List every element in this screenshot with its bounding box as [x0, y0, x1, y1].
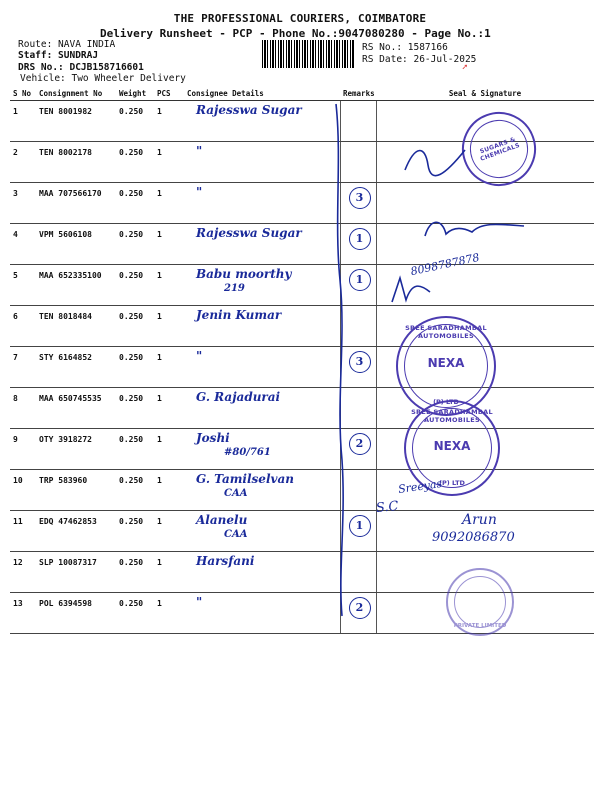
- consignee-handwriting: ": [196, 185, 203, 199]
- consignee-handwriting: ": [196, 349, 203, 363]
- consignee-handwriting-line2: CAA: [224, 488, 248, 499]
- sugars-stamp: SUGARS & CHEMICALS: [452, 102, 547, 197]
- row-weight: 0.250: [116, 347, 154, 388]
- consignee-handwriting: Rajesswa Sugar: [196, 226, 302, 240]
- row-consignment: STY 6164852: [36, 347, 116, 388]
- col-pcs: PCS: [154, 86, 184, 101]
- consignee-handwriting-line2: 219: [224, 283, 245, 294]
- nexa-stamp-2: SREE SARADHAMBAL AUTOMOBILES NEXA (P) LTD: [404, 400, 500, 496]
- remark-circle: 1: [349, 515, 371, 537]
- signature-scribble-3: [386, 272, 436, 308]
- row-consignment: VPM 5606108: [36, 224, 116, 265]
- consignee-handwriting: Jenin Kumar: [196, 308, 282, 322]
- row-pcs: 1: [154, 429, 184, 470]
- row-consignee: [184, 347, 340, 388]
- table-row: [10, 470, 594, 511]
- remark-circle: 1: [349, 228, 371, 250]
- row-weight: 0.250: [116, 142, 154, 183]
- row-weight: 0.250: [116, 101, 154, 142]
- remark-circle: 2: [349, 597, 371, 619]
- remark-circle: 1: [349, 269, 371, 291]
- row-sno: 6: [10, 306, 36, 347]
- remark-circle: 3: [349, 351, 371, 373]
- remarks-bracket-line: [330, 100, 354, 620]
- phone-annotation-1: 8098787878: [409, 250, 481, 279]
- row-sno: 1: [10, 101, 36, 142]
- row-consignee: [184, 388, 340, 429]
- row-consignment: OTY 3918272: [36, 429, 116, 470]
- row-consignee: [184, 306, 340, 347]
- row-consignment: POL 6394598: [36, 593, 116, 634]
- row-weight: 0.250: [116, 306, 154, 347]
- row-consignment: TEN 8018484: [36, 306, 116, 347]
- row-consignment: MAA 707566170: [36, 183, 116, 224]
- row-sno: 10: [10, 470, 36, 511]
- rs-number: RS No.: 1587166: [362, 42, 448, 53]
- consignee-handwriting: G. Rajadurai: [196, 390, 281, 404]
- row-consignee: [184, 142, 340, 183]
- row-pcs: 1: [154, 306, 184, 347]
- consignee-handwriting: Harsfani: [196, 554, 255, 568]
- row-consignee: [184, 470, 340, 511]
- consignee-handwriting: Rajesswa Sugar: [196, 103, 302, 117]
- consignee-handwriting-line2: CAA: [224, 529, 248, 540]
- staff-label: Staff: SUNDRAJ: [18, 50, 99, 61]
- row-pcs: 1: [154, 388, 184, 429]
- row-consignment: SLP 10087317: [36, 552, 116, 593]
- col-remarks: Remarks: [340, 86, 376, 101]
- remark-circle: 3: [349, 187, 371, 209]
- row-consignee: [184, 183, 340, 224]
- row-consignment: MAA 652335100: [36, 265, 116, 306]
- consignee-handwriting: Babu moorthy: [196, 267, 292, 281]
- signature-scribble-1: [400, 140, 470, 180]
- rs-date: RS Date: 26-Jul-2025: [362, 54, 477, 65]
- row-weight: 0.250: [116, 429, 154, 470]
- consignee-handwriting-line2: #80/761: [224, 447, 271, 458]
- row-consignment: TEN 8002178: [36, 142, 116, 183]
- signature-sc: S.C: [375, 498, 400, 517]
- row-weight: 0.250: [116, 265, 154, 306]
- row-consignee: [184, 265, 340, 306]
- table-row: [10, 429, 594, 470]
- row-sno: 5: [10, 265, 36, 306]
- col-consignment: Consignment No: [36, 86, 116, 101]
- row-sno: 11: [10, 511, 36, 552]
- remark-circle: 2: [349, 433, 371, 455]
- row-consignee: [184, 101, 340, 142]
- col-weight: Weight: [116, 86, 154, 101]
- route-label: Route: NAVA INDIA: [18, 39, 116, 50]
- red-tick-mark: ➚: [462, 63, 468, 73]
- row-pcs: 1: [154, 347, 184, 388]
- row-pcs: 1: [154, 142, 184, 183]
- row-sno: 12: [10, 552, 36, 593]
- row-weight: 0.250: [116, 470, 154, 511]
- row-sno: 8: [10, 388, 36, 429]
- runsheet-subtitle: Delivery Runsheet - PCP - Phone No.:9047080280 - Page No.:1: [100, 27, 491, 40]
- row-weight: 0.250: [116, 224, 154, 265]
- row-pcs: 1: [154, 552, 184, 593]
- signature-arun: Arun: [462, 512, 497, 528]
- vehicle-label: Vehicle: Two Wheeler Delivery: [20, 73, 186, 84]
- company-title: THE PROFESSIONAL COURIERS, COIMBATORE: [173, 12, 427, 25]
- row-consignee: [184, 429, 340, 470]
- row-sno: 4: [10, 224, 36, 265]
- table-header-row: [10, 86, 594, 101]
- row-weight: 0.250: [116, 183, 154, 224]
- row-consignment: MAA 650745535: [36, 388, 116, 429]
- row-sno: 9: [10, 429, 36, 470]
- row-consignment: TRP 583960: [36, 470, 116, 511]
- row-consignee: [184, 224, 340, 265]
- drs-number: DRS No.: DCJB158716601: [18, 62, 144, 73]
- row-consignee: [184, 511, 340, 552]
- row-consignment: EDQ 47462853: [36, 511, 116, 552]
- row-sno: 2: [10, 142, 36, 183]
- private-limited-stamp: PRIVATE LIMITED: [446, 568, 514, 636]
- col-sno: S No: [10, 86, 36, 101]
- row-sno: 7: [10, 347, 36, 388]
- row-sno: 3: [10, 183, 36, 224]
- row-sno: 13: [10, 593, 36, 634]
- row-consignee: [184, 593, 340, 634]
- row-pcs: 1: [154, 265, 184, 306]
- row-weight: 0.250: [116, 593, 154, 634]
- table-row: [10, 388, 594, 429]
- signature-sreeyas: Sreeyas: [397, 476, 443, 497]
- phone-annotation-2: 9092086870: [432, 530, 515, 545]
- barcode: [262, 40, 354, 68]
- consignee-handwriting: Alanelu: [196, 513, 248, 527]
- row-weight: 0.250: [116, 511, 154, 552]
- col-seal: Seal & Signature: [376, 86, 594, 101]
- row-weight: 0.250: [116, 388, 154, 429]
- consignee-handwriting: G. Tamilselvan: [196, 472, 294, 486]
- table-row: [10, 347, 594, 388]
- row-pcs: 1: [154, 470, 184, 511]
- row-consignment: TEN 8001982: [36, 101, 116, 142]
- table-row: [10, 265, 594, 306]
- table-row: [10, 306, 594, 347]
- row-pcs: 1: [154, 593, 184, 634]
- consignee-handwriting: ": [196, 144, 203, 158]
- col-consignee: Consignee Details: [184, 86, 340, 101]
- row-consignee: [184, 552, 340, 593]
- row-pcs: 1: [154, 183, 184, 224]
- consignee-handwriting: ": [196, 595, 203, 609]
- row-pcs: 1: [154, 224, 184, 265]
- row-weight: 0.250: [116, 552, 154, 593]
- row-pcs: 1: [154, 101, 184, 142]
- consignee-handwriting: Joshi: [196, 431, 230, 445]
- row-pcs: 1: [154, 511, 184, 552]
- signature-scribble-2: [420, 208, 530, 248]
- nexa-stamp-1: SREE SARADHAMBAL AUTOMOBILES NEXA (P) LTD: [396, 316, 496, 416]
